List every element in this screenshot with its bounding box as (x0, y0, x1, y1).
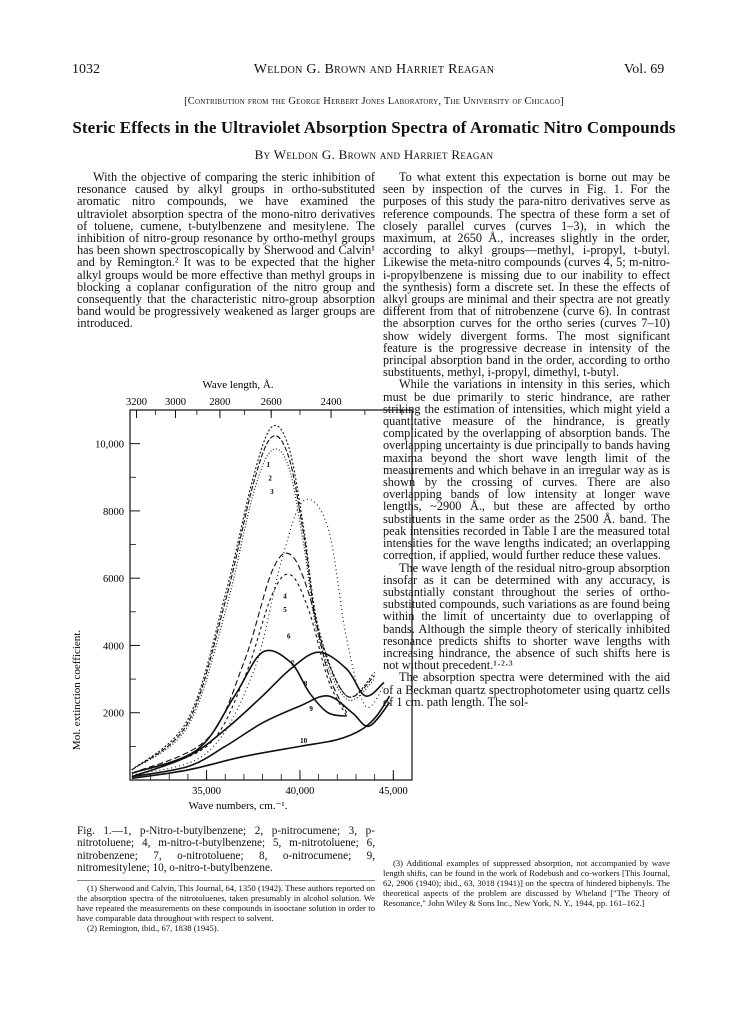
footnote: (1) Sherwood and Calvin, This Journal, 64, 1350 (1942). These authors reported on the absorption spectra of the nitrotoluenes, taken presumably in alcohol solution. We have repeated the measurements on these compounds in isooctane solution in order to have comparable data throughout with respect to solvent. (77, 883, 375, 923)
top-axis-label: Wave length, Å. (202, 379, 274, 391)
paragraph: To what extent this expectation is borne out may be seen by inspection of the curves in Fig. 1. For the purposes of this study the para-nitro derivatives serve as reference compounds. The spectra of these form a set of closely parallel curves (curves 1–3), in which the maximum, at 2650 Å., increases slightly in the order, according to alkyl groups—methyl, i-propyl, t-butyl. Likewise the meta-nitro compounds (curves 4, 5; m-nitro-i-propylbenzene is missing due to our inability to effect the synthesis) form a discrete set. In these the effects of alkyl groups are minimal and their spectra are not greatly different from that of nitrobenzene (curve 6). In contrast the absorption curves for the ortho series (curves 7–10) show widely divergent forms. The most significant feature is the progressive decrease in intensity of the principal absorption band in the order, according to ortho substituents, methyl, i-propyl, dimethyl, t-butyl. (383, 170, 670, 380)
curve-label-5: 5 (283, 605, 287, 614)
paragraph: The absorption spectra were determined with the aid of a Beckman quartz spectrophotometer using quartz cells of 1 cm. path length. The sol- (383, 670, 670, 709)
top-tick-label: 2600 (260, 397, 282, 408)
y-tick-labels (95, 410, 140, 746)
y-tick-label: 2000 (103, 708, 124, 720)
y-tick-label: 8000 (103, 506, 124, 518)
y-tick-label: 4000 (103, 641, 124, 653)
plot-frame (130, 410, 412, 780)
top-tick-label: 3200 (126, 397, 148, 408)
y-axis-label: Mol. extinction coefficient. (71, 629, 83, 751)
figure-1 (60, 375, 408, 825)
curve-label-4: 4 (283, 592, 287, 601)
byline: By Weldon G. Brown and Harriet Reagan (254, 147, 494, 162)
volume-label: Vol. 69 (624, 62, 665, 77)
top-tick-label: 3000 (164, 397, 186, 408)
paragraph: With the objective of comparing the steric inhibition of resonance caused by alkyl groups in ortho-substituted aromatic nitro compounds, we have examined the ultraviolet absorption spectra of the mono-nitro derivatives of toluene, cumene, t-butylbenzene and mesitylene. The inhibition of nitro-group resonance by ortho-methyl groups has been shown spectroscopically by Sherwood and Calvin¹ and by Remington.² It was to be expected that the higher alkyl groups would be more effective than methyl groups in blocking a coplanar configuration of the nitro group and consequently that the characteristic nitro-group absorption band would be progressively weakened as larger groups are introduced. (77, 170, 375, 331)
contribution-line: [Contribution from the George Herbert Jones Laboratory, The University of Chicago] (184, 96, 564, 107)
article-title: Steric Effects in the Ultraviolet Absorption Spectra of Aromatic Nitro Compounds (72, 118, 676, 137)
footnote: (3) Additional examples of suppressed absorption, not accompanied by wave length shifts, can be found in the work of Rodebush and co-workers [This Journal, 62, 2906 (1940); ibid., 63, 3018 (1941)] on the spectra of hindered biphenyls. The theoretical aspects of the problem are discussed by Wheland ["The Theory of Resonance," John Wiley & Sons Inc., New York, N. Y., 1944, pp. 161–162.] (383, 858, 670, 908)
bottom-tick-label: 45,000 (378, 786, 408, 797)
top-tick-label: 2400 (320, 397, 342, 408)
series-9-line (132, 696, 390, 777)
top-tick-labels (126, 397, 402, 418)
running-authors: Weldon G. Brown and Harriet Reagan (253, 62, 495, 77)
paragraph: The wave length of the residual nitro-group absorption insofar as it can be determined with any accuracy, is substantially constant throughout the series of ortho-substituted compounds, such variations as are found being within the limit of uncertainty due to overlapping of bands. Although the simple theory of sterically inhibited resonance predicts shifts to shorter wave lengths with increasing hindrance, the absence of such shifts here is not without precedent.¹·²·³ (383, 560, 670, 673)
left-footnotes (77, 880, 375, 933)
curve-label-8: 8 (303, 679, 308, 688)
page-number: 1032 (72, 62, 100, 77)
plot-area (132, 425, 390, 778)
series-10-line (132, 696, 390, 778)
running-head (0, 62, 748, 82)
figure-caption: Fig. 1.—1, p-Nitro-t-butylbenzene; 2, p-nitrocumene; 3, p-nitrotoluene; 4, m-nitro-t-butylbenzene; 5, m-nitrotoluene; 6, nitrobenzene; 7, o-nitrotoluene; 8, o-nitrocumene; 9, nitromesitylene; 10, o-nitro-t-butylbenzene. (77, 825, 375, 875)
series-7-line (132, 650, 347, 773)
top-tick-label: 2800 (209, 397, 231, 408)
curve-label-1: 1 (266, 461, 270, 470)
series-4-line (132, 553, 347, 773)
series-6-line (132, 499, 384, 775)
series-3-line (132, 449, 375, 770)
bottom-tick-label: 40,000 (285, 786, 315, 797)
paragraph: While the variations in intensity in this series, which must be due primarily to steric hindrance, are rather striking the estimation of intensities, which might yield a quantitative measure of the hindrance, is greatly complicated by the overlapping of absorption bands. The overlapping uncertainty is due principally to bands having maxima beyond the short wave length limit of the measurements and which behave in an irregular way as is shown by the crossing of curves. There are also overlapping bands of low intensity at longer wave lengths, ~2900 Å., but these are affected by ortho substituents in the same order as the 2500 Å. band. The peak intensities recorded in Table I are the measured total intensities for the wave lengths indicated; an overlapping correction, if applied, would further reduce these values. (383, 377, 670, 563)
curve-label-7: 7 (290, 659, 295, 668)
curve-label-3: 3 (270, 488, 274, 497)
curve-label-2: 2 (268, 474, 272, 483)
y-tick-label: 10,000 (95, 439, 124, 451)
series-1-line (132, 425, 375, 770)
bottom-tick-labels (151, 770, 408, 797)
series-2-line (132, 436, 375, 770)
curve-label-10: 10 (300, 737, 308, 745)
left-column-text (77, 171, 375, 330)
curve-label-6: 6 (286, 632, 291, 641)
footnote: (2) Remington, ibid., 67, 1838 (1945). (87, 923, 219, 933)
y-tick-label: 6000 (103, 574, 124, 586)
curve-label-9: 9 (309, 705, 313, 714)
bottom-axis-label: Wave numbers, cm.⁻¹. (188, 800, 288, 812)
bottom-tick-label: 35,000 (192, 786, 222, 797)
right-column-text (383, 171, 670, 708)
right-footnotes (383, 858, 670, 908)
